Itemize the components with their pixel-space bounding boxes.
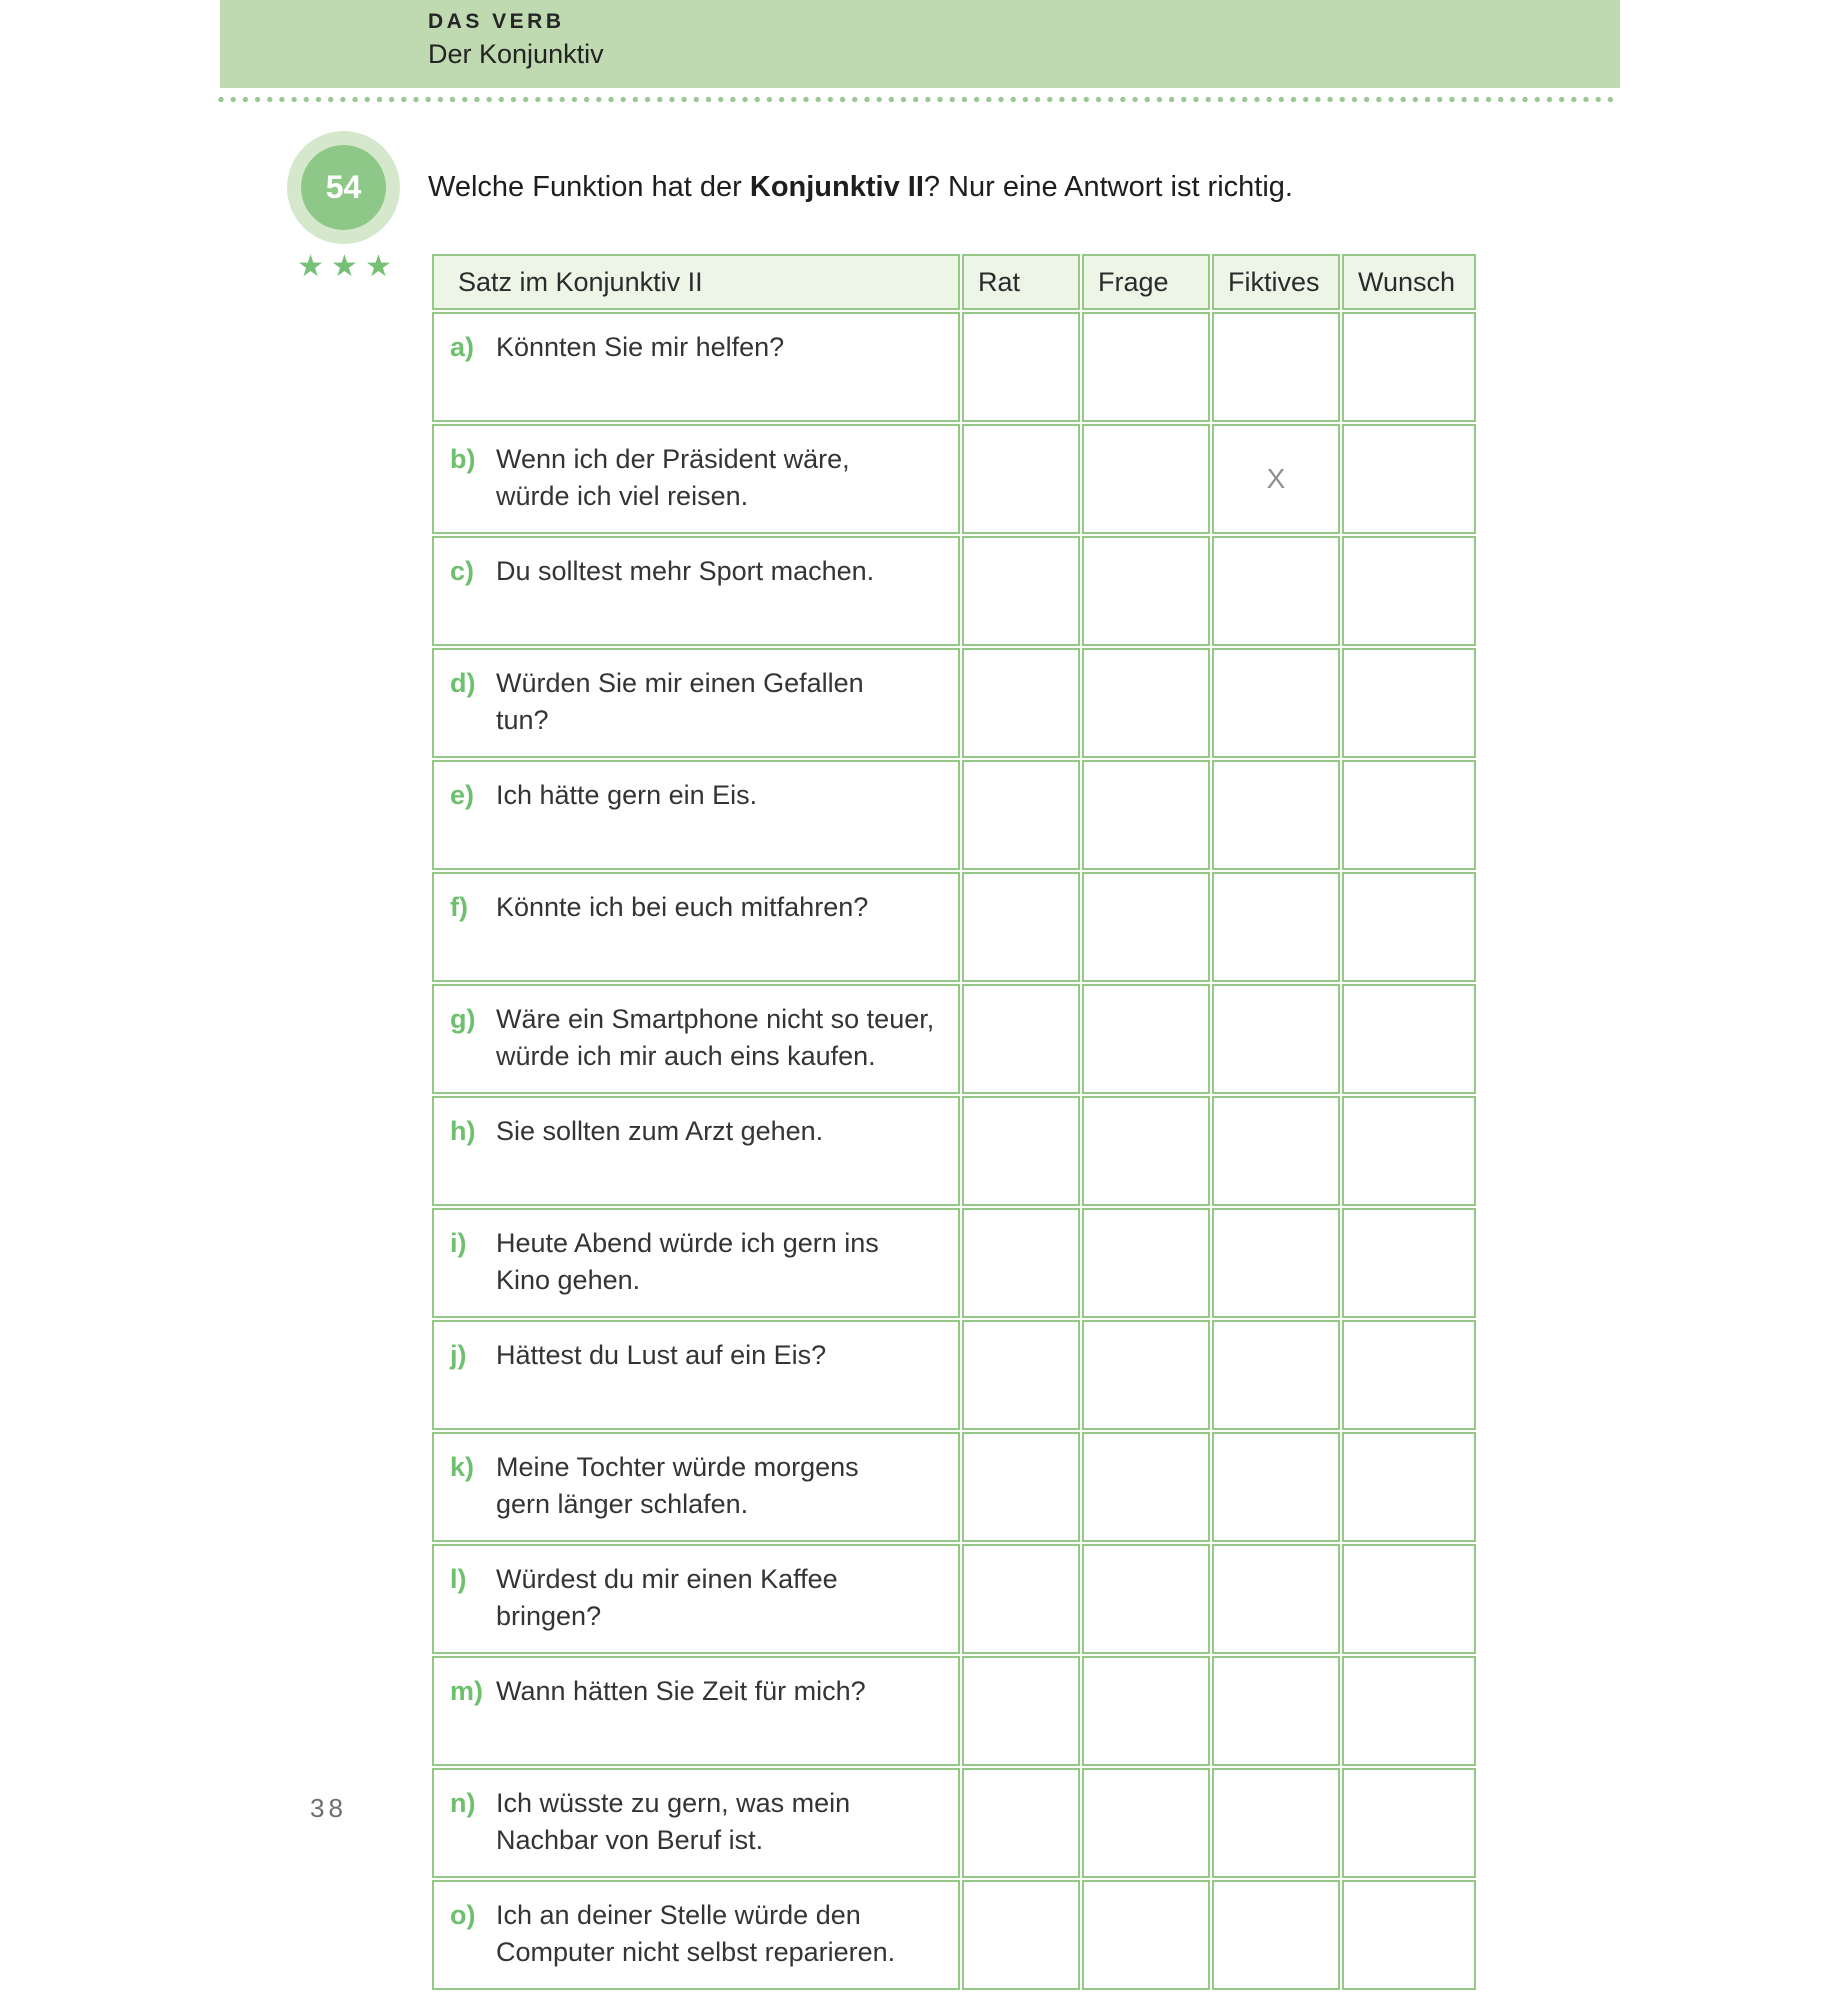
table-row — [432, 424, 1476, 534]
sentence-cell — [432, 1544, 960, 1654]
sentence-cell — [432, 648, 960, 758]
table-row — [432, 1880, 1476, 1990]
answer-cell-fiktives — [1212, 1544, 1340, 1654]
answer-cell-wunsch — [1342, 312, 1476, 422]
row-letter: j) — [450, 1340, 467, 1370]
answer-cell-wunsch — [1342, 1096, 1476, 1206]
answer-cell-rat — [962, 872, 1080, 982]
table-row — [432, 1096, 1476, 1206]
answer-cell-rat — [962, 536, 1080, 646]
exercise-table — [430, 252, 1478, 1992]
exercise-number: 54 — [301, 145, 386, 230]
row-letter: m) — [450, 1676, 483, 1706]
row-letter: i) — [450, 1228, 467, 1258]
row-sentence: Wäre ein Smartphone nicht so teuer, würde ich mir auch eins kaufen. — [496, 1004, 935, 1071]
row-sentence: Wenn ich der Präsident wäre, würde ich viel reisen. — [496, 444, 850, 511]
answer-cell-frage — [1082, 760, 1210, 870]
answer-cell-frage — [1082, 984, 1210, 1094]
row-sentence: Könnten Sie mir helfen? — [496, 332, 785, 362]
sentence-cell — [432, 424, 960, 534]
chapter-title: Der Konjunktiv — [428, 39, 604, 69]
row-letter: l) — [450, 1564, 467, 1594]
sentence-cell — [432, 872, 960, 982]
answer-cell-fiktives — [1212, 1656, 1340, 1766]
row-letter: h) — [450, 1116, 476, 1146]
answer-cell-rat — [962, 1768, 1080, 1878]
answer-cell-fiktives: X — [1212, 424, 1340, 534]
table-row — [432, 1320, 1476, 1430]
row-sentence: Würden Sie mir einen Gefallen tun? — [496, 668, 864, 735]
table-row — [432, 1432, 1476, 1542]
prompt-text-bold: Konjunktiv II — [749, 171, 924, 203]
sentence-cell — [432, 1880, 960, 1990]
row-sentence: Würdest du mir einen Kaffee bringen? — [496, 1564, 838, 1631]
answer-cell-wunsch — [1342, 1208, 1476, 1318]
row-sentence: Du solltest mehr Sport machen. — [496, 556, 875, 586]
sentence-cell — [432, 760, 960, 870]
answer-cell-frage — [1082, 1544, 1210, 1654]
row-letter: e) — [450, 780, 475, 810]
section-title: DAS VERB — [428, 10, 565, 33]
row-letter: g) — [450, 1004, 476, 1034]
answer-cell-fiktives — [1212, 1880, 1340, 1990]
answer-cell-rat — [962, 1432, 1080, 1542]
dotted-separator — [217, 95, 1615, 104]
answer-cell-frage — [1082, 648, 1210, 758]
table-row — [432, 312, 1476, 422]
column-header-fiktives: Fiktives — [1212, 254, 1340, 310]
sentence-cell — [432, 312, 960, 422]
answer-cell-rat — [962, 312, 1080, 422]
sentence-cell — [432, 1320, 960, 1430]
row-sentence: Ich an deiner Stelle würde den Computer nicht selbst reparieren. — [496, 1900, 896, 1967]
answer-cell-wunsch — [1342, 1768, 1476, 1878]
sentence-cell — [432, 1768, 960, 1878]
answer-cell-wunsch — [1342, 536, 1476, 646]
answer-cell-rat — [962, 1880, 1080, 1990]
table-row — [432, 760, 1476, 870]
sentence-cell — [432, 984, 960, 1094]
answer-cell-fiktives — [1212, 1320, 1340, 1430]
answer-cell-wunsch — [1342, 760, 1476, 870]
answer-cell-fiktives — [1212, 1768, 1340, 1878]
answer-cell-frage — [1082, 1320, 1210, 1430]
answer-cell-fiktives — [1212, 536, 1340, 646]
answer-cell-frage — [1082, 1656, 1210, 1766]
answer-cell-fiktives — [1212, 872, 1340, 982]
row-letter: c) — [450, 556, 475, 586]
table-row — [432, 648, 1476, 758]
answer-cell-wunsch — [1342, 424, 1476, 534]
answer-cell-wunsch — [1342, 872, 1476, 982]
table-row — [432, 1544, 1476, 1654]
section-header-bar — [220, 0, 1620, 88]
answer-cell-rat — [962, 760, 1080, 870]
answer-cell-wunsch — [1342, 1544, 1476, 1654]
row-letter: f) — [450, 892, 468, 922]
sentence-cell — [432, 1096, 960, 1206]
row-sentence: Wann hätten Sie Zeit für mich? — [496, 1676, 866, 1706]
answer-cell-fiktives — [1212, 648, 1340, 758]
sentence-cell — [432, 1208, 960, 1318]
row-sentence: Meine Tochter würde morgens gern länger schlafen. — [496, 1452, 859, 1519]
row-sentence: Heute Abend würde ich gern ins Kino gehen. — [496, 1228, 879, 1295]
sentence-cell — [432, 1432, 960, 1542]
answer-cell-frage — [1082, 536, 1210, 646]
answer-cell-frage — [1082, 1880, 1210, 1990]
column-header-rat: Rat — [962, 254, 1080, 310]
row-letter: k) — [450, 1452, 475, 1482]
prompt-text-pre: Welche Funktion hat der — [428, 171, 750, 203]
row-letter: b) — [450, 444, 476, 474]
row-sentence: Hättest du Lust auf ein Eis? — [496, 1340, 827, 1370]
answer-cell-rat — [962, 1544, 1080, 1654]
answer-cell-wunsch — [1342, 1880, 1476, 1990]
row-sentence: Ich hätte gern ein Eis. — [496, 780, 758, 810]
answer-cell-wunsch — [1342, 1656, 1476, 1766]
answer-cell-frage — [1082, 1432, 1210, 1542]
answer-cell-frage — [1082, 312, 1210, 422]
answer-cell-rat — [962, 1656, 1080, 1766]
row-letter: a) — [450, 332, 475, 362]
table-row — [432, 1208, 1476, 1318]
answer-cell-frage — [1082, 1768, 1210, 1878]
answer-cell-rat — [962, 1320, 1080, 1430]
sentence-cell — [432, 536, 960, 646]
table-header-row — [432, 254, 1476, 310]
answer-cell-fiktives — [1212, 1208, 1340, 1318]
answer-cell-wunsch — [1342, 1432, 1476, 1542]
answer-cell-rat — [962, 1096, 1080, 1206]
answer-cell-fiktives — [1212, 760, 1340, 870]
row-sentence: Sie sollten zum Arzt gehen. — [496, 1116, 824, 1146]
answer-cell-wunsch — [1342, 648, 1476, 758]
row-sentence: Könnte ich bei euch mitfahren? — [496, 892, 869, 922]
answer-cell-frage — [1082, 1208, 1210, 1318]
page-number: 38 — [310, 1793, 347, 1823]
row-letter: d) — [450, 668, 476, 698]
answer-cell-wunsch — [1342, 984, 1476, 1094]
table-row — [432, 536, 1476, 646]
column-header-frage: Frage — [1082, 254, 1210, 310]
difficulty-stars: ★★★ — [297, 250, 399, 283]
table-row — [432, 984, 1476, 1094]
prompt-text-post: ? Nur eine Antwort ist richtig. — [923, 171, 1293, 203]
column-header-wunsch: Wunsch — [1342, 254, 1476, 310]
answer-cell-rat — [962, 984, 1080, 1094]
answer-cell-rat — [962, 1208, 1080, 1318]
exercise-prompt — [428, 171, 1293, 204]
answer-cell-fiktives — [1212, 984, 1340, 1094]
row-sentence: Ich wüsste zu gern, was mein Nachbar von Beruf ist. — [496, 1788, 851, 1855]
sentence-cell — [432, 1656, 960, 1766]
answer-cell-rat — [962, 424, 1080, 534]
answer-cell-frage — [1082, 1096, 1210, 1206]
row-letter: o) — [450, 1900, 476, 1930]
table-row — [432, 1768, 1476, 1878]
table-row — [432, 1656, 1476, 1766]
exercise-number-badge — [287, 131, 400, 244]
answer-cell-frage — [1082, 872, 1210, 982]
row-letter: n) — [450, 1788, 476, 1818]
answer-cell-fiktives — [1212, 312, 1340, 422]
column-header-satz: Satz im Konjunktiv II — [432, 254, 960, 310]
answer-cell-frage — [1082, 424, 1210, 534]
answer-cell-fiktives — [1212, 1096, 1340, 1206]
answer-cell-wunsch — [1342, 1320, 1476, 1430]
answer-cell-rat — [962, 648, 1080, 758]
table-row — [432, 872, 1476, 982]
answer-cell-fiktives — [1212, 1432, 1340, 1542]
